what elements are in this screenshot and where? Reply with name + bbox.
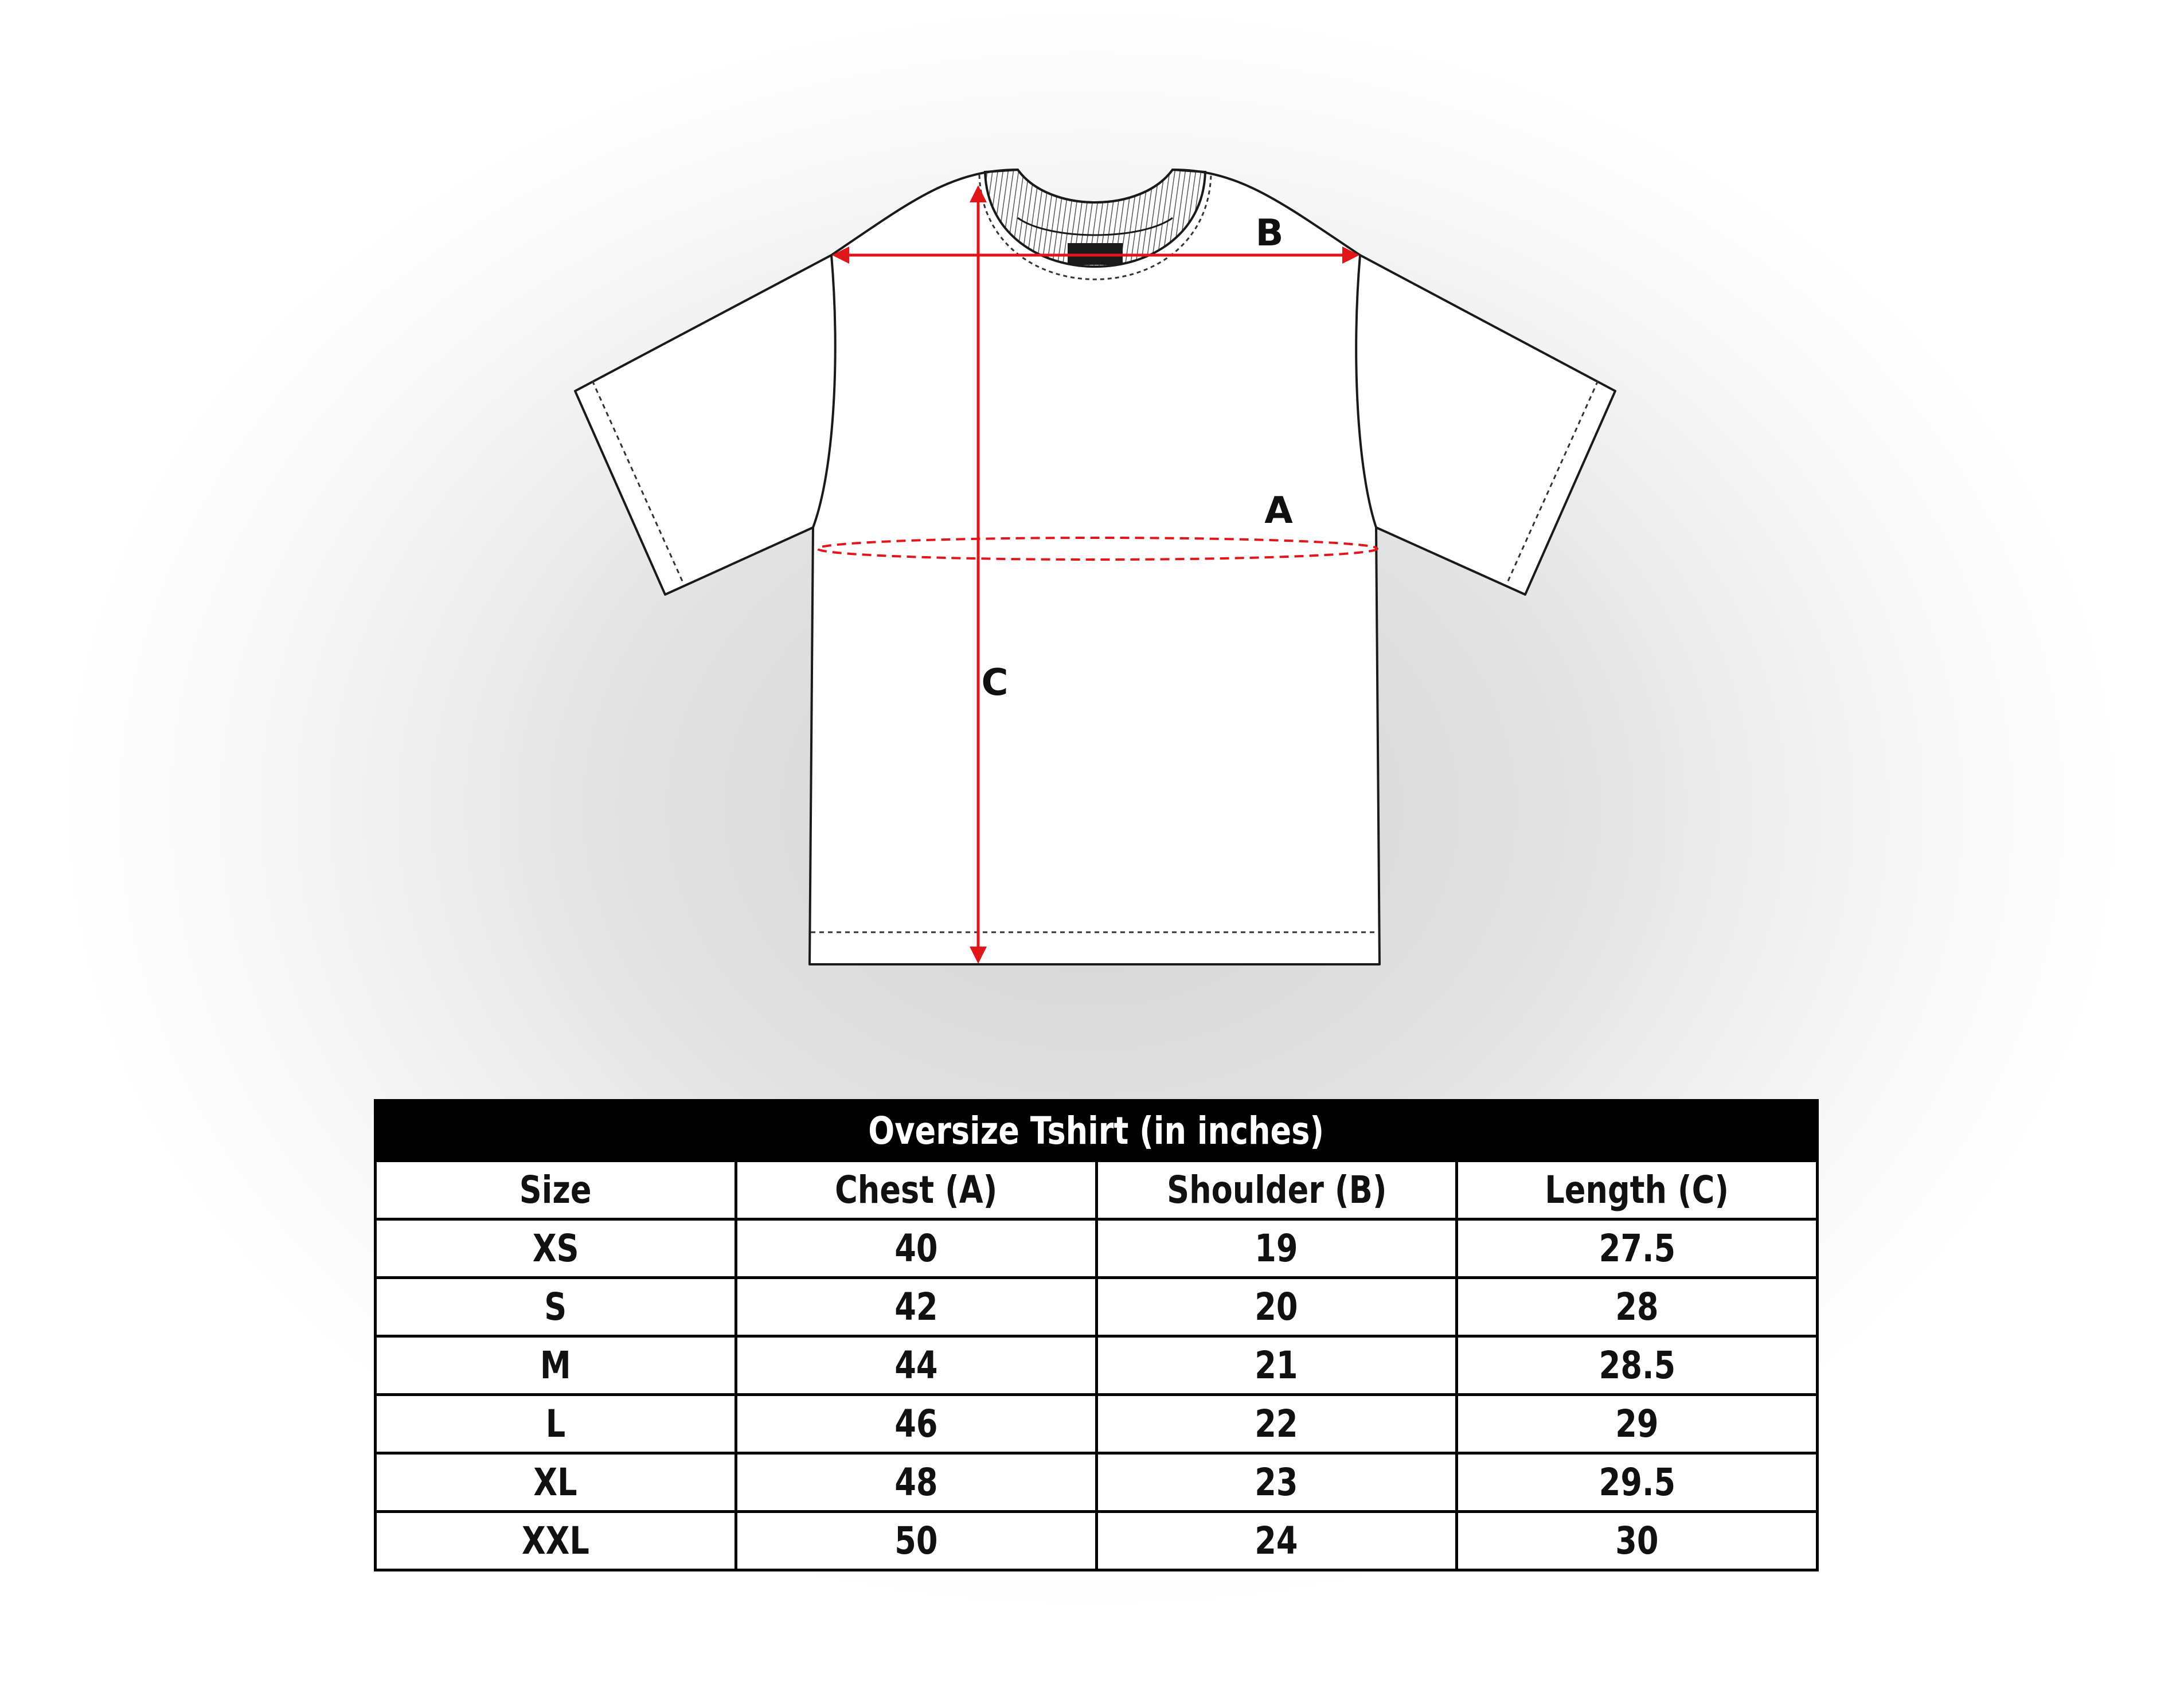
length-cell: 29: [1457, 1395, 1818, 1453]
label-b: B: [1255, 212, 1284, 255]
table-row: [376, 1512, 1818, 1570]
table-row: [376, 1336, 1818, 1395]
chest-cell: 44: [736, 1336, 1096, 1395]
chest-cell: 46: [736, 1395, 1096, 1453]
size-cell: M: [376, 1336, 736, 1395]
table-caption-row: [376, 1101, 1818, 1161]
tshirt-outline: [575, 170, 1615, 964]
table-caption: Oversize Tshirt (in inches): [376, 1101, 1818, 1161]
table-row: [376, 1395, 1818, 1453]
shoulder-cell: 20: [1096, 1278, 1457, 1336]
size-cell: XL: [376, 1453, 736, 1512]
size-cell: S: [376, 1278, 736, 1336]
column-header-length: Length (C): [1457, 1161, 1818, 1219]
shoulder-cell: 22: [1096, 1395, 1457, 1453]
shoulder-cell: 23: [1096, 1453, 1457, 1512]
shoulder-cell: 21: [1096, 1336, 1457, 1395]
table-row: [376, 1278, 1818, 1336]
shoulder-cell: 24: [1096, 1512, 1457, 1570]
column-header-shoulder: Shoulder (B): [1096, 1161, 1457, 1219]
chest-cell: 50: [736, 1512, 1096, 1570]
shoulder-cell: 19: [1096, 1219, 1457, 1278]
length-cell: 27.5: [1457, 1219, 1818, 1278]
table-row: [376, 1453, 1818, 1512]
chest-cell: 40: [736, 1219, 1096, 1278]
length-cell: 28: [1457, 1278, 1818, 1336]
label-c: C: [981, 662, 1009, 704]
length-cell: 28.5: [1457, 1336, 1818, 1395]
chest-cell: 48: [736, 1453, 1096, 1512]
label-a: A: [1264, 490, 1293, 532]
column-header-chest: Chest (A): [736, 1161, 1096, 1219]
size-chart-table: [374, 1099, 1819, 1571]
length-cell: 29.5: [1457, 1453, 1818, 1512]
size-cell: XXL: [376, 1512, 736, 1570]
table-header-row: [376, 1161, 1818, 1219]
size-cell: L: [376, 1395, 736, 1453]
column-header-size: Size: [376, 1161, 736, 1219]
table-row: [376, 1219, 1818, 1278]
size-cell: XS: [376, 1219, 736, 1278]
chest-cell: 42: [736, 1278, 1096, 1336]
length-cell: 30: [1457, 1512, 1818, 1570]
